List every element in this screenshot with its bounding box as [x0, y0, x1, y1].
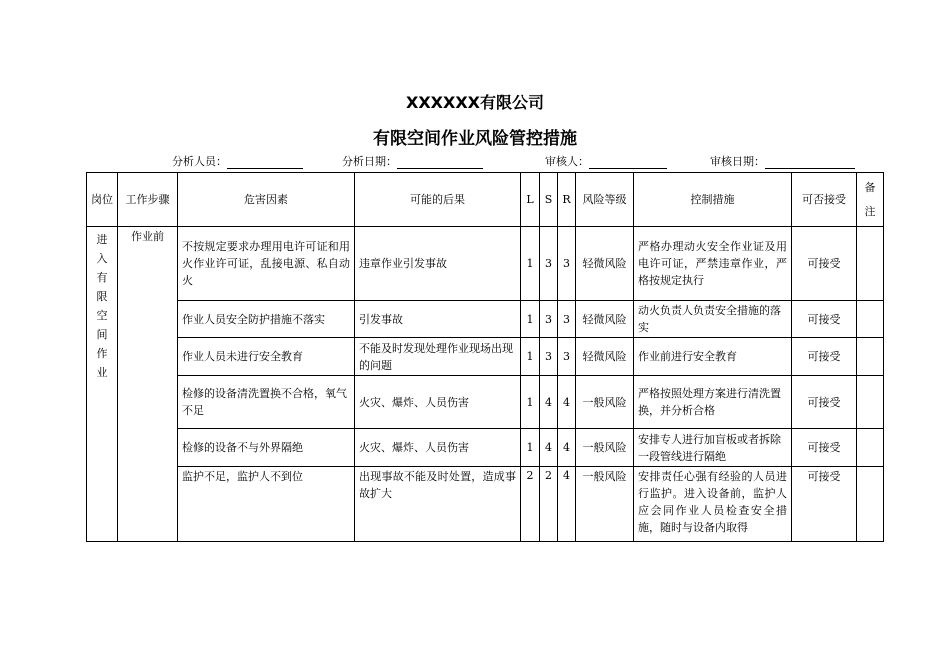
header-l: L [521, 173, 540, 227]
s-cell: 3 [540, 338, 558, 376]
hazard-cell: 检修的设备清洗置换不合格，氧气不足 [178, 376, 355, 429]
review-date-label: 审核日期： [710, 155, 765, 168]
risk-level-cell: 轻微风险 [576, 301, 634, 338]
acceptable-cell: 可接受 [792, 227, 857, 301]
remark-cell [857, 227, 884, 301]
risk-control-table [86, 172, 884, 542]
company-name: XXXXXX有限公司 [405, 93, 545, 112]
l-cell: 2 [521, 467, 540, 542]
acceptable-cell: 可接受 [792, 429, 857, 467]
risk-level-cell: 轻微风险 [576, 227, 634, 301]
control-cell: 动火负责人负责安全措施的落实 [634, 301, 792, 338]
header-post: 岗位 [87, 173, 118, 227]
table-row [87, 467, 884, 542]
table-row [87, 429, 884, 467]
review-date-blank[interactable] [765, 156, 855, 169]
s-cell: 2 [540, 467, 558, 542]
header-row [87, 173, 884, 227]
reviewer-blank[interactable] [589, 156, 667, 169]
consequence-cell: 火灾、爆炸、人员伤害 [355, 376, 521, 429]
consequence-cell: 火灾、爆炸、人员伤害 [355, 429, 521, 467]
l-cell: 1 [521, 376, 540, 429]
hazard-cell: 检修的设备不与外界隔绝 [178, 429, 355, 467]
step-cell: 作业前 [118, 227, 178, 542]
r-cell: 4 [558, 429, 576, 467]
analysis-date-blank[interactable] [397, 156, 483, 169]
remark-cell [857, 338, 884, 376]
acceptable-cell: 可接受 [792, 338, 857, 376]
document-title: 有限空间作业风险管控措施 [373, 129, 577, 149]
header-risk-level: 风险等级 [576, 173, 634, 227]
control-cell: 严格按照处理方案进行清洗置换，并分析合格 [634, 376, 792, 429]
risk-level-cell: 一般风险 [576, 376, 634, 429]
l-cell: 1 [521, 301, 540, 338]
consequence-cell: 出现事故不能及时处置，造成事故扩大 [355, 467, 521, 542]
remark-cell [857, 429, 884, 467]
r-cell: 4 [558, 467, 576, 542]
table-row [87, 301, 884, 338]
remark-cell [857, 376, 884, 429]
remark-cell [857, 467, 884, 542]
header-s: S [540, 173, 558, 227]
hazard-cell: 不按规定要求办理用电许可证和用火作业许可证，乱接电源、私自动火 [178, 227, 355, 301]
r-cell: 4 [558, 376, 576, 429]
table-row [87, 227, 884, 301]
control-cell: 安排责任心强有经验的人员进行监护。进入设备前，监护人应会同作业人员检查安全措施，随时与设备内取得 [634, 467, 792, 542]
reviewer-label: 审核人： [545, 155, 589, 168]
header-hazard: 危害因素 [178, 173, 355, 227]
header-consequence: 可能的后果 [355, 173, 521, 227]
risk-level-cell: 轻微风险 [576, 338, 634, 376]
risk-level-cell: 一般风险 [576, 467, 634, 542]
s-cell: 3 [540, 301, 558, 338]
l-cell: 1 [521, 338, 540, 376]
risk-level-cell: 一般风险 [576, 429, 634, 467]
reviewer-field [545, 153, 667, 169]
header-r: R [558, 173, 576, 227]
control-cell: 严格办理动火安全作业证及用电许可证，严禁违章作业，严格按规定执行 [634, 227, 792, 301]
consequence-cell: 引发事故 [355, 301, 521, 338]
hazard-cell: 作业人员安全防护措施不落实 [178, 301, 355, 338]
signature-line [0, 153, 950, 171]
consequence-cell: 违章作业引发事故 [355, 227, 521, 301]
r-cell: 3 [558, 227, 576, 301]
r-cell: 3 [558, 338, 576, 376]
consequence-cell: 不能及时发现处理作业现场出现的问题 [355, 338, 521, 376]
analyst-field [172, 153, 303, 169]
acceptable-cell: 可接受 [792, 301, 857, 338]
s-cell: 3 [540, 227, 558, 301]
hazard-cell: 作业人员未进行安全教育 [178, 338, 355, 376]
acceptable-cell: 可接受 [792, 467, 857, 542]
header-remark: 备注 [857, 173, 884, 227]
hazard-cell: 监护不足，监护人不到位 [178, 467, 355, 542]
acceptable-cell: 可接受 [792, 376, 857, 429]
remark-cell [857, 301, 884, 338]
analysis-date-label: 分析日期： [342, 155, 397, 168]
header-acceptable: 可否接受 [792, 173, 857, 227]
table-row [87, 338, 884, 376]
control-cell: 安排专人进行加盲板或者拆除一段管线进行隔绝 [634, 429, 792, 467]
analyst-label: 分析人员： [172, 155, 227, 168]
post-cell: 进 入 有 限 空 间 作 业 [87, 227, 118, 542]
s-cell: 4 [540, 376, 558, 429]
r-cell: 3 [558, 301, 576, 338]
header-step: 工作步骤 [118, 173, 178, 227]
s-cell: 4 [540, 429, 558, 467]
header-control: 控制措施 [634, 173, 792, 227]
review-date-field [710, 153, 855, 169]
control-cell: 作业前进行安全教育 [634, 338, 792, 376]
l-cell: 1 [521, 429, 540, 467]
analyst-blank[interactable] [227, 156, 303, 169]
analysis-date-field [342, 153, 483, 169]
table-row [87, 376, 884, 429]
l-cell: 1 [521, 227, 540, 301]
